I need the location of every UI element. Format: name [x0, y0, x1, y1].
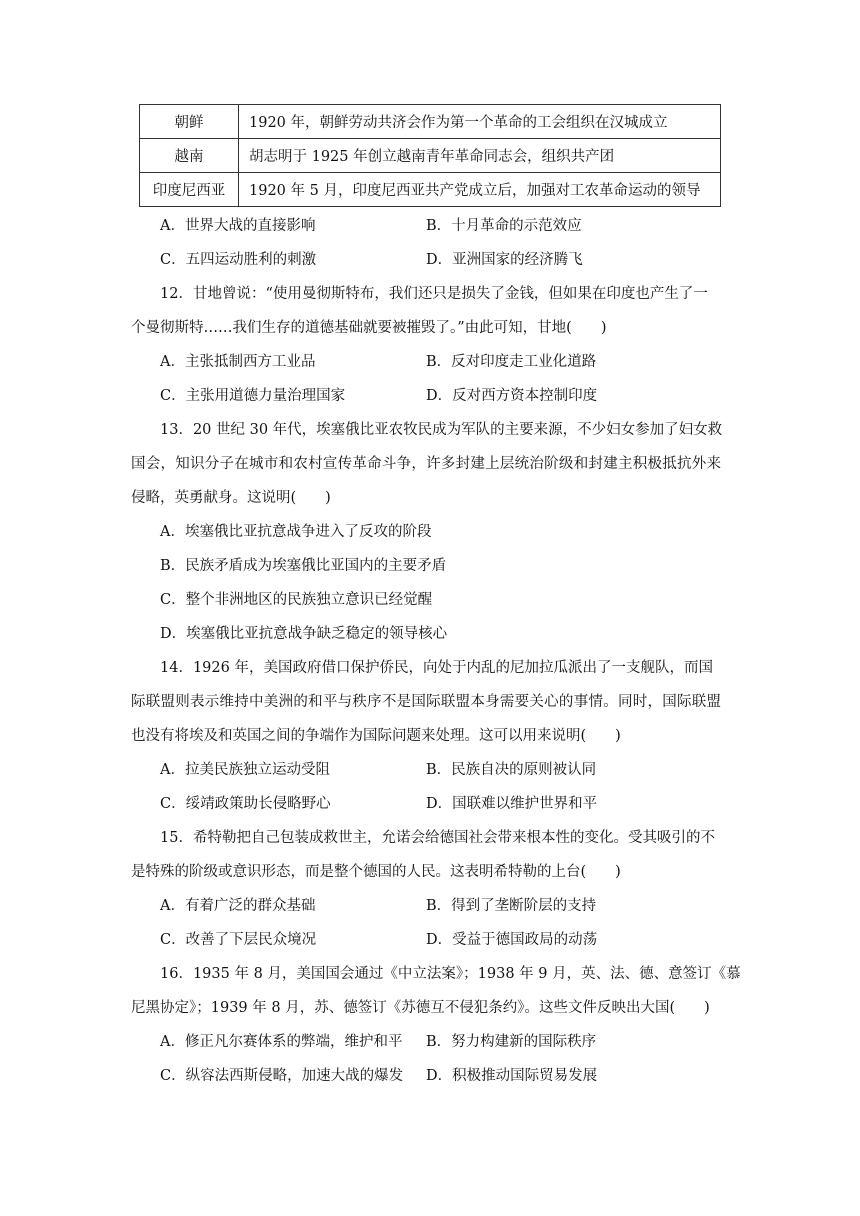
q12-option-c: C．主张用道德力量治理国家	[160, 388, 346, 404]
q14-stem-line: 也没有将埃及和英国之间的争端作为国际问题来处理。这可以用来说明( )	[131, 728, 621, 744]
q15-option-c: C．改善了下层民众境况	[160, 932, 317, 948]
q11-option-d: D．亚洲国家的经济腾飞	[426, 252, 583, 268]
q15-stem-line: 是特殊的阶级或意识形态，而是整个德国的人民。这表明希特勒的上台( )	[131, 864, 621, 880]
table-cell-country: 越南	[140, 139, 239, 173]
q16-option-c: C．纵容法西斯侵略，加速大战的爆发	[160, 1068, 404, 1084]
q11-option-a: A．世界大战的直接影响	[160, 218, 316, 234]
table-cell-text: 1920 年 5 月，印度尼西亚共产党成立后，加强对工农革命运动的领导	[239, 173, 721, 207]
q15-option-b: B．得到了垄断阶层的支持	[426, 898, 597, 914]
q14-stem-line: 际联盟则表示维持中美洲的和平与秩序不是国际联盟本身需要关心的事情。同时，国际联盟	[131, 694, 721, 710]
q12-stem-line: 个曼彻斯特……我们生存的道德基础就要被摧毁了。”由此可知，甘地( )	[131, 320, 607, 336]
q14-option-d: D．国联难以维护世界和平	[426, 796, 598, 812]
q13-option-b: B．民族矛盾成为埃塞俄比亚国内的主要矛盾	[160, 558, 447, 574]
q13-stem-line: 国会，知识分子在城市和农村宣传革命斗争，许多封建上层统治阶级和封建主积极抵抗外来	[131, 456, 721, 472]
q15-stem-line: 15．希特勒把自己包装成救世主，允诺会给德国社会带来根本性的变化。受其吸引的不	[160, 830, 715, 846]
q14-stem-line: 14．1926 年，美国政府借口保护侨民，向处于内乱的尼加拉瓜派出了一支舰队，而国	[160, 660, 713, 676]
q13-option-a: A．埃塞俄比亚抗意战争进入了反攻的阶段	[160, 524, 432, 540]
table-row	[140, 139, 721, 173]
q14-option-b: B．民族自决的原则被认同	[426, 762, 597, 778]
q13-stem-line: 13．20 世纪 30 年代，埃塞俄比亚农牧民成为军队的主要来源，不少妇女参加了妇女救	[160, 422, 723, 438]
q12-option-a: A．主张抵制西方工业品	[160, 354, 316, 370]
q13-stem-line: 侵略，英勇献身。这说明( )	[131, 490, 331, 506]
q12-option-d: D．反对西方资本控制印度	[426, 388, 598, 404]
q14-option-c: C．绥靖政策助长侵略野心	[160, 796, 331, 812]
table-cell-country: 印度尼西亚	[140, 173, 239, 207]
q15-option-d: D．受益于德国政局的动荡	[426, 932, 598, 948]
q12-stem-line: 12．甘地曾说：“使用曼彻斯特布，我们还只是损失了金钱，但如果在印度也产生了一	[160, 286, 708, 302]
table-cell-text: 胡志明于 1925 年创立越南青年革命同志会，组织共产团	[239, 139, 721, 173]
q11-option-c: C．五四运动胜利的刺激	[160, 252, 317, 268]
q16-option-a: A．修正凡尔赛体系的弊端，维护和平	[160, 1034, 403, 1050]
table-row	[140, 173, 721, 207]
q12-option-b: B．反对印度走工业化道路	[426, 354, 597, 370]
table-row	[140, 105, 721, 139]
q16-stem-line: 16．1935 年 8 月，美国国会通过《中立法案》；1938 年 9 月，英、法、德、意签订《慕	[160, 966, 741, 982]
q11-option-b: B．十月革命的示范效应	[426, 218, 582, 234]
q16-option-b: B．努力构建新的国际秩序	[426, 1034, 597, 1050]
q13-option-d: D．埃塞俄比亚抗意战争缺乏稳定的领导核心	[160, 626, 448, 642]
q16-option-d: D．积极推动国际贸易发展	[426, 1068, 598, 1084]
q16-stem-line: 尼黑协定》；1939 年 8 月，苏、德签订《苏德互不侵犯条约》。这些文件反映出大国( )	[131, 1000, 710, 1016]
table-cell-country: 朝鲜	[140, 105, 239, 139]
revolution-table	[139, 104, 721, 207]
q14-option-a: A．拉美民族独立运动受阻	[160, 762, 330, 778]
q15-option-a: A．有着广泛的群众基础	[160, 898, 316, 914]
table-cell-text: 1920 年，朝鲜劳动共济会作为第一个革命的工会组织在汉城成立	[239, 105, 721, 139]
q13-option-c: C．整个非洲地区的民族独立意识已经觉醒	[160, 592, 433, 608]
